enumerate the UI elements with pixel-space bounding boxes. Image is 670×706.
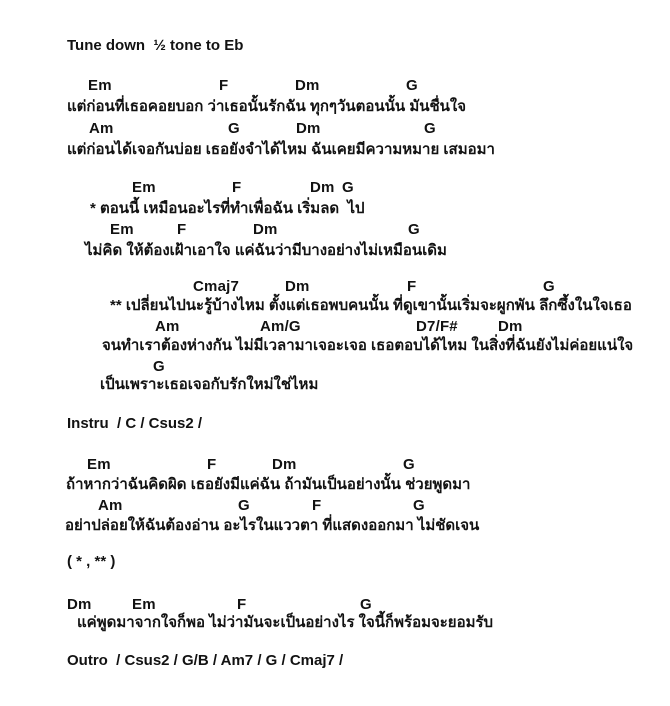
chord-label: Dm	[498, 318, 523, 335]
lyric-line: แค่พูดมาจากใจก็พอ ไม่ว่ามันจะเป็นอย่างไร ใจนี้ก็พร้อมจะยอมรับ	[77, 614, 494, 631]
lyric-line: * ตอนนี้ เหมือนอะไรที่ทำเพื่อฉัน เริ่มลด ไป	[90, 200, 365, 217]
chord-label: F	[407, 278, 417, 295]
chord-label: G	[424, 120, 436, 137]
chord-label: G	[238, 497, 250, 514]
chord-label: Dm	[295, 77, 320, 94]
lyric-line: เป็นเพราะเธอเจอกับรักใหม่ใช่ไหม	[100, 376, 319, 393]
lyric-line: ** เปลี่ยนไปนะรู้บ้างไหม ตั้งแต่เธอพบคนนั้น ที่ดูเขานั้นเริ่มจะผูกพัน ลึกซึ้งในใจเธอ	[110, 297, 632, 314]
chord-label: Em	[110, 221, 134, 238]
chord-label: D7/F#	[416, 318, 458, 335]
chord-label: G	[406, 77, 418, 94]
chord-label: G	[403, 456, 415, 473]
chord-label: F	[219, 77, 229, 94]
chord-label: Em	[88, 77, 112, 94]
lyric-line: แต่ก่อนที่เธอคอยบอก ว่าเธอนั้นรักฉัน ทุกๆวันตอนนั้น มันชื่นใจ	[67, 98, 467, 115]
lyric-line: แต่ก่อนได้เจอกันบ่อย เธอยังจำได้ไหม ฉันเคยมีความหมาย เสมอมา	[67, 141, 495, 158]
lyric-line: จนทำเราต้องห่างกัน ไม่มีเวลามาเจอะเจอ เธอตอบได้ไหม ในสิ่งที่ฉันยังไม่ค่อยแน่ใจ	[102, 337, 634, 354]
repeat-marker: ( * , ** )	[67, 553, 116, 570]
chord-label: Am/G	[260, 318, 301, 335]
lyric-line: ถ้าหากว่าฉันคิดผิด เธอยังมีแค่ฉัน ถ้ามันเป็นอย่างนั้น ช่วยพูดมา	[66, 476, 471, 493]
chord-label: G	[360, 596, 372, 613]
chord-label: Em	[87, 456, 111, 473]
outro-label: Outro / Csus2 / G/B / Am7 / G / Cmaj7 /	[67, 652, 344, 669]
chord-label: F	[177, 221, 187, 238]
chord-label: Am	[89, 120, 114, 137]
chord-label: Cmaj7	[193, 278, 240, 295]
tuning-note: Tune down ½ tone to Eb	[67, 37, 244, 54]
chord-label: G	[413, 497, 425, 514]
chord-label: Dm	[310, 179, 335, 196]
chord-label: Am	[98, 497, 123, 514]
chord-label: F	[237, 596, 247, 613]
chord-label: Dm	[67, 596, 92, 613]
chord-label: Dm	[253, 221, 278, 238]
chord-label: F	[207, 456, 217, 473]
chord-label: G	[228, 120, 240, 137]
chord-label: Em	[132, 596, 156, 613]
chord-label: Dm	[272, 456, 297, 473]
lyric-line: ไม่คิด ให้ต้องเฝ้าเอาใจ แค่ฉันว่ามีบางอย่างไม่เหมือนเดิม	[85, 242, 447, 259]
chord-label: Dm	[285, 278, 310, 295]
chord-label: G	[543, 278, 555, 295]
chord-label: G	[408, 221, 420, 238]
chord-label: Am	[155, 318, 180, 335]
chord-label: F	[312, 497, 322, 514]
chord-label: Em	[132, 179, 156, 196]
chord-label: F	[232, 179, 242, 196]
lyric-line: อย่าปล่อยให้ฉันต้องอ่าน อะไรในแววตา ที่แสดงออกมา ไม่ชัดเจน	[65, 517, 480, 534]
instrumental-label: Instru / C / Csus2 /	[67, 415, 203, 432]
chord-label: G	[153, 358, 165, 375]
chord-label: Dm	[296, 120, 321, 137]
chord-label: G	[342, 179, 354, 196]
